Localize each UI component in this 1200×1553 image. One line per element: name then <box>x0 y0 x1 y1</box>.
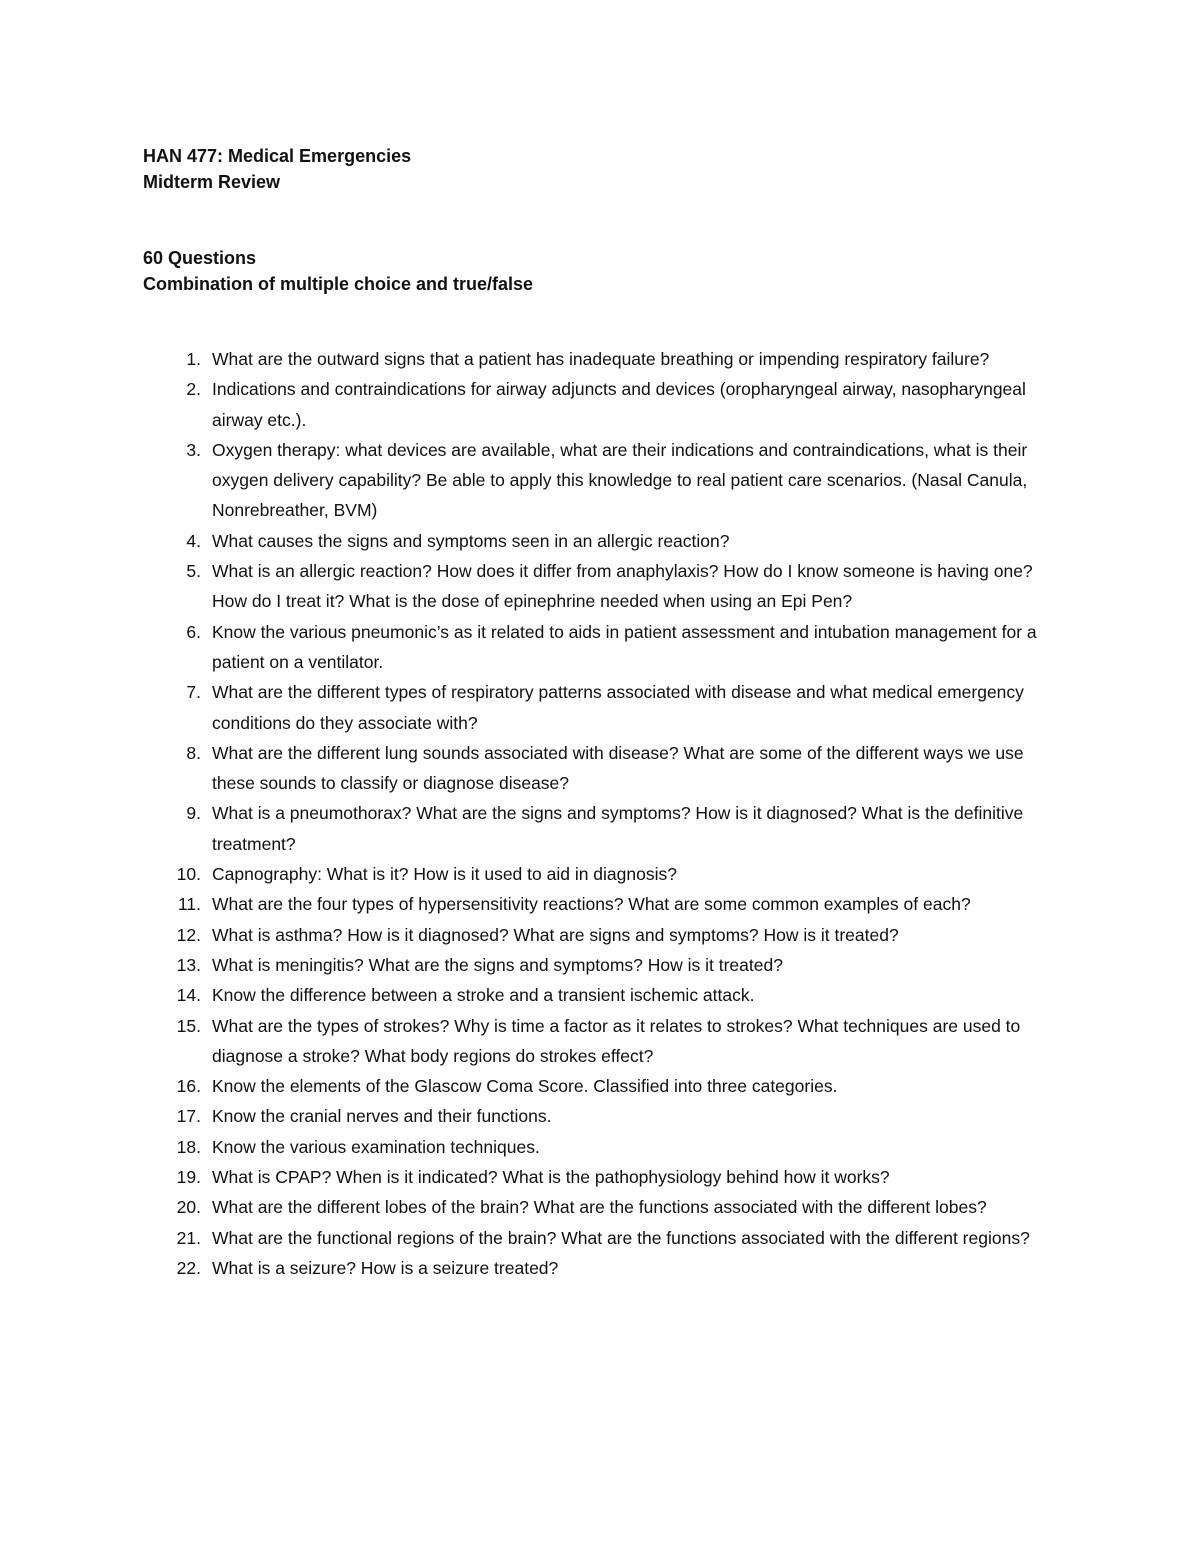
list-item <box>143 1253 1068 1283</box>
list-item <box>143 556 1068 617</box>
course-title: HAN 477: Medical Emergencies <box>143 146 412 166</box>
question-number: 15. <box>176 1015 201 1036</box>
question-number: 19. <box>176 1167 201 1188</box>
question-number: 22. <box>176 1257 201 1278</box>
question-text: What is an allergic reaction? How does it differ from anaphylaxis? How do I know someone is having one? How do I treat it? What is the dose of epinephrine needed when using an Epi Pen? <box>212 561 1033 612</box>
question-text: Capnography: What is it? How is it used to aid in diagnosis? <box>212 864 677 885</box>
document-subtitle: Midterm Review <box>143 172 281 192</box>
question-count: 60 Questions <box>143 248 257 268</box>
list-item <box>143 1162 1068 1192</box>
question-text: Know the elements of the Glascow Coma Score. Classified into three categories. <box>212 1076 838 1097</box>
question-number: 2. <box>186 379 201 400</box>
question-number: 8. <box>186 742 201 763</box>
question-number: 18. <box>176 1136 201 1157</box>
list-item <box>143 677 1068 738</box>
document-header <box>143 143 1043 297</box>
question-text: What are the different lung sounds associated with disease? What are some of the different ways we use these sounds to classify or diagnose disease? <box>212 742 1024 794</box>
question-number: 6. <box>186 621 201 642</box>
question-text: What is asthma? How is it diagnosed? What are signs and symptoms? How is it treated? <box>212 924 899 945</box>
question-text: Oxygen therapy: what devices are available, what are their indications and contraindications, what is their oxygen delivery capability? Be able to apply this knowledge to real patient care scenarios. (Nasal Canula, Nonrebreather, BVM) <box>212 439 1028 521</box>
question-text: What causes the signs and symptoms seen in an allergic reaction? <box>212 530 730 551</box>
header-spacer <box>143 195 1043 245</box>
list-item <box>143 738 1068 799</box>
question-number: 1. <box>186 349 201 369</box>
question-text: What are the four types of hypersensitivity reactions? What are some common examples of each? <box>212 894 971 915</box>
list-item <box>143 617 1068 678</box>
question-number: 12. <box>176 924 201 945</box>
list-item <box>143 859 1068 889</box>
list-item <box>143 1011 1068 1072</box>
question-text: Indications and contraindications for airway adjuncts and devices (oropharyngeal airway, nasopharyngeal airway etc.). <box>212 379 1026 430</box>
question-text: Know the various pneumonic’s as it related to aids in patient assessment and intubation management for a patient on a ventilator. <box>212 621 1037 672</box>
question-text: What is CPAP? When is it indicated? What is the pathophysiology behind how it works? <box>212 1167 890 1188</box>
list-item <box>143 344 1068 374</box>
list-item <box>143 950 1068 980</box>
question-number: 13. <box>176 954 201 975</box>
question-number: 3. <box>186 439 201 460</box>
question-text: What are the types of strokes? Why is time a factor as it relates to strokes? What techniques are used to diagnose a stroke? What body regions do strokes effect? <box>212 1015 1021 1066</box>
list-item <box>143 374 1068 435</box>
question-list <box>143 344 1068 1283</box>
question-text: Know the various examination techniques. <box>212 1136 540 1157</box>
list-item <box>143 889 1068 919</box>
question-number: 17. <box>176 1106 201 1127</box>
question-number: 7. <box>186 682 201 703</box>
question-text: What are the outward signs that a patient has inadequate breathing or impending respiratory failure? <box>212 349 990 369</box>
list-item <box>143 526 1068 556</box>
list-item <box>143 920 1068 950</box>
question-text: What are the functional regions of the brain? What are the functions associated with the different regions? <box>212 1227 1030 1248</box>
question-text: What is a pneumothorax? What are the signs and symptoms? How is it diagnosed? What is the definitive treatment? <box>212 803 1024 854</box>
list-item <box>143 798 1068 859</box>
question-number: 4. <box>186 530 201 551</box>
question-number: 11. <box>177 894 201 915</box>
list-item <box>143 1071 1068 1101</box>
list-item <box>143 1223 1068 1253</box>
question-text: What is a seizure? How is a seizure treated? <box>212 1257 559 1278</box>
question-text: Know the difference between a stroke and a transient ischemic attack. <box>212 985 755 1006</box>
exam-format: Combination of multiple choice and true/false <box>143 274 534 294</box>
list-item <box>143 980 1068 1010</box>
list-item <box>143 435 1068 526</box>
question-number: 21. <box>176 1227 201 1248</box>
list-item <box>143 1101 1068 1131</box>
question-text: What are the different lobes of the brain? What are the functions associated with the different lobes? <box>212 1197 987 1218</box>
question-number: 5. <box>186 561 201 582</box>
question-number: 16. <box>176 1076 201 1097</box>
question-text: What are the different types of respiratory patterns associated with disease and what medical emergency conditions do they associate with? <box>212 682 1024 733</box>
list-item <box>143 1132 1068 1162</box>
list-item <box>143 1192 1068 1222</box>
question-text: What is meningitis? What are the signs and symptoms? How is it treated? <box>212 954 783 975</box>
question-number: 14. <box>176 985 201 1006</box>
question-number: 9. <box>186 803 201 824</box>
question-text: Know the cranial nerves and their functions. <box>212 1106 552 1127</box>
question-number: 10. <box>176 864 201 885</box>
question-number: 20. <box>176 1197 201 1218</box>
